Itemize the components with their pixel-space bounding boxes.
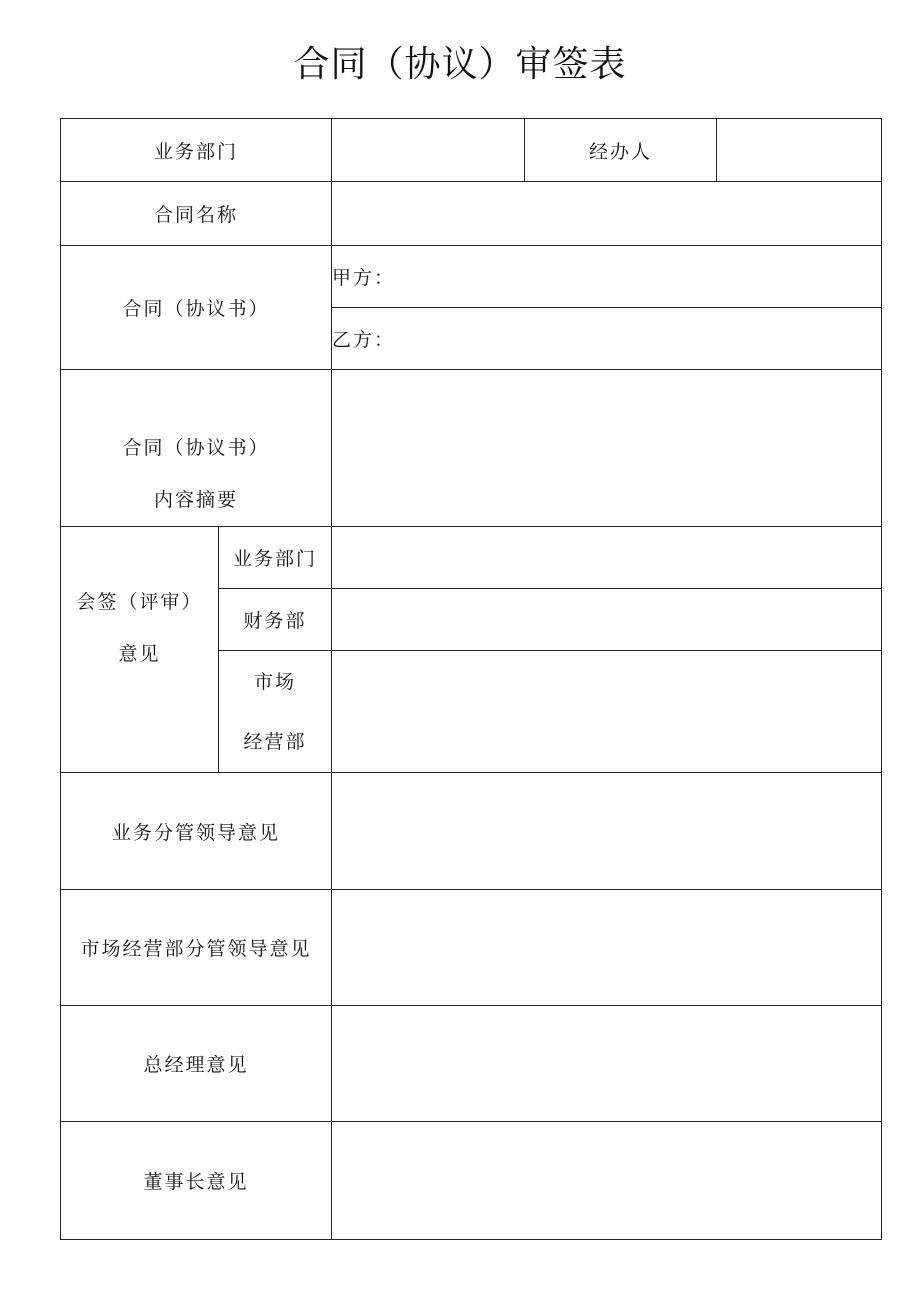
- header-row: [61, 119, 882, 182]
- business-dept-field[interactable]: [332, 119, 525, 182]
- party-a-field[interactable]: 甲方：: [332, 246, 882, 308]
- page-title: 合同（协议）审签表: [293, 44, 627, 85]
- countersign-row-business: [61, 527, 882, 589]
- summary-label-line2: 内容摘要: [154, 489, 239, 511]
- countersign-market-field[interactable]: [332, 651, 882, 773]
- approval-row: [61, 1122, 882, 1240]
- general-manager-opinion-label: 总经理意见: [61, 1006, 332, 1122]
- business-leader-opinion-field[interactable]: [332, 773, 882, 890]
- countersign-business-dept-field[interactable]: [332, 527, 882, 589]
- summary-row: [61, 370, 882, 527]
- chairman-opinion-label: 董事长意见: [61, 1122, 332, 1240]
- countersign-label-line1: 会签（评审）: [76, 590, 203, 613]
- approval-form-table: [60, 118, 882, 1240]
- countersign-label-line2: 意见: [118, 642, 161, 665]
- contract-summary-label: [61, 370, 332, 527]
- contract-name-row: [61, 182, 882, 246]
- countersign-finance-label: 财务部: [219, 589, 332, 651]
- chairman-opinion-field[interactable]: [332, 1122, 882, 1240]
- market-label-line2: 经营部: [243, 730, 307, 753]
- business-leader-opinion-label: 业务分管领导意见: [61, 773, 332, 890]
- handler-label: 经办人: [525, 119, 717, 182]
- market-label-line1: 市场: [254, 670, 297, 693]
- countersign-market-label: [219, 651, 332, 773]
- handler-field[interactable]: [717, 119, 882, 182]
- business-dept-label: 业务部门: [61, 119, 332, 182]
- approval-row: [61, 890, 882, 1006]
- general-manager-opinion-field[interactable]: [332, 1006, 882, 1122]
- contract-name-field[interactable]: [332, 182, 882, 246]
- approval-row: [61, 1006, 882, 1122]
- approval-row: [61, 773, 882, 890]
- contract-summary-field[interactable]: [332, 370, 882, 527]
- countersign-group-label: [61, 527, 219, 773]
- party-a-row: [61, 246, 882, 308]
- market-leader-opinion-label: 市场经营部分管领导意见: [61, 890, 332, 1006]
- countersign-business-dept-label: 业务部门: [219, 527, 332, 589]
- summary-label-line1: 合同（协议书）: [122, 437, 270, 459]
- countersign-finance-field[interactable]: [332, 589, 882, 651]
- contract-name-label: 合同名称: [61, 182, 332, 246]
- market-leader-opinion-field[interactable]: [332, 890, 882, 1006]
- contract-parties-label: 合同（协议书）: [61, 246, 332, 370]
- party-b-field[interactable]: 乙方：: [332, 308, 882, 370]
